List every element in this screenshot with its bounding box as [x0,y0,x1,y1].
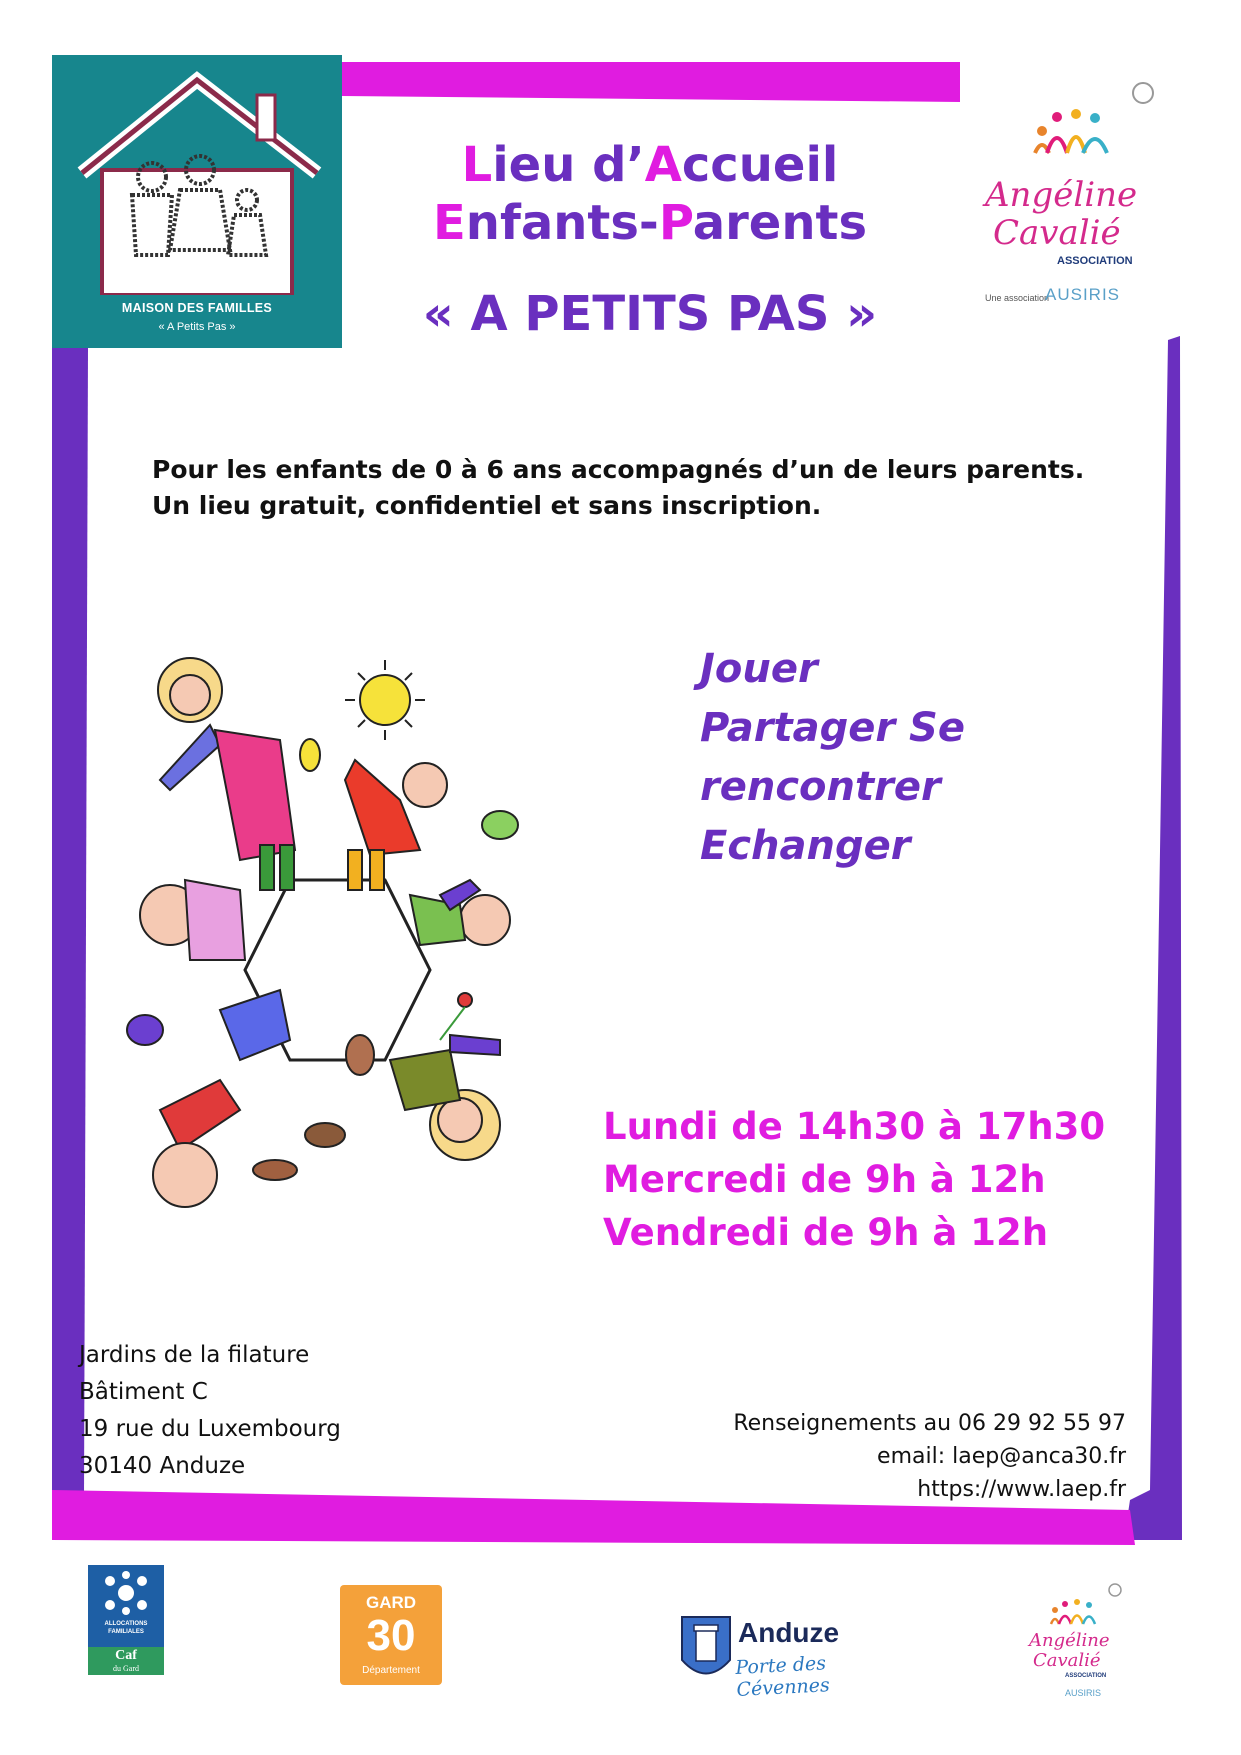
intro-text [152,452,1102,524]
assoc-small-name-2: Cavalié [1033,1650,1101,1671]
gard-top: GARD [365,1593,417,1612]
activities-list [700,640,1030,876]
heading-initial-p: P [658,195,693,251]
caf-line-1: ALLOCATIONS [104,1621,148,1627]
logo-title: MAISON DES FAMILLES [121,301,273,315]
schedule-wednesday: Mercredi de 9h à 12h [603,1158,1046,1201]
caf-line-2: FAMILIALES [108,1629,144,1635]
activity-jouer: Jouer [700,646,818,692]
gard-number: 30 [366,1611,416,1660]
caf-logo [88,1565,164,1675]
activity-rencontrer: rencontrer [700,764,941,810]
caf-region: du Gard [113,1664,139,1673]
gard-bottom: Département [362,1665,420,1676]
anduze-shield-icon [680,1615,732,1687]
assoc-label: ASSOCIATION [1057,255,1133,267]
heading-line-2 [380,194,920,252]
heading-line-1 [380,136,920,194]
address-block [79,1337,439,1485]
assoc-brand: AUSIRIS [1045,285,1121,304]
heading-text-2a: nfants- [465,195,659,251]
assoc-name-line-1: Angéline [985,175,1138,215]
address-line-2: Bâtiment C [79,1379,208,1405]
activity-echanger: Echanger [700,823,911,869]
contact-phone[interactable]: Renseignements au 06 29 92 55 97 [733,1411,1126,1436]
family-figures-small-icon [1025,1580,1125,1630]
heading-initial-a: A [644,137,682,193]
children-circle-drawing [120,640,590,1240]
anduze-logo [680,1615,920,1701]
anduze-tagline: Porte des Cévennes [734,1652,831,1701]
heading-text-2b: arents [692,195,868,251]
assoc-small-brand: AUSIRIS [1065,1688,1102,1698]
schedule-monday: Lundi de 14h30 à 17h30 [603,1105,1106,1148]
address-line-4: 30140 Anduze [79,1453,246,1479]
gard-logo [340,1585,442,1685]
assoc-small-name-1: Angéline [1029,1630,1110,1651]
intro-line-2: Un lieu gratuit, confidentiel et sans inscription. [152,491,822,520]
assoc-small-label: ASSOCIATION [1065,1673,1107,1679]
intro-line-1: Pour les enfants de 0 à 6 ans accompagnés d’un de leurs parents. [152,455,1085,484]
children-illustration [120,640,590,1240]
heading-initial-l: L [461,137,493,193]
caf-name: Caf [115,1648,137,1663]
caf-caption [88,1620,164,1636]
assoc-name-line-2: Cavalié [993,213,1121,253]
contact-block [640,1407,1126,1506]
heading-text-1a: ieu d’ [492,137,645,193]
heading-initial-e: E [432,195,466,251]
opening-hours [603,1100,1123,1259]
maison-des-familles-logo [52,55,342,348]
address-line-3: 19 rue du Luxembourg [79,1416,341,1442]
caf-emblem-icon [88,1567,164,1619]
heading-text-1b: ccueil [681,137,839,193]
angeline-cavalie-logo-small [1025,1580,1125,1705]
angeline-cavalie-logo [985,75,1155,320]
family-figures-icon [985,75,1155,175]
anduze-name: Anduze [738,1617,840,1648]
house-family-icon [52,55,342,295]
contact-website[interactable]: https://www.laep.fr [917,1477,1126,1502]
logo-subtitle: « A Petits Pas » [158,321,236,333]
contact-email[interactable]: email: laep@anca30.fr [877,1444,1126,1469]
page-subtitle: « A PETITS PAS » [422,286,878,342]
schedule-friday: Vendredi de 9h à 12h [603,1211,1049,1254]
assoc-small-text: Une association [985,293,1050,303]
activity-partager: Partager Se [700,705,965,751]
address-line-1: Jardins de la filature [79,1342,310,1368]
